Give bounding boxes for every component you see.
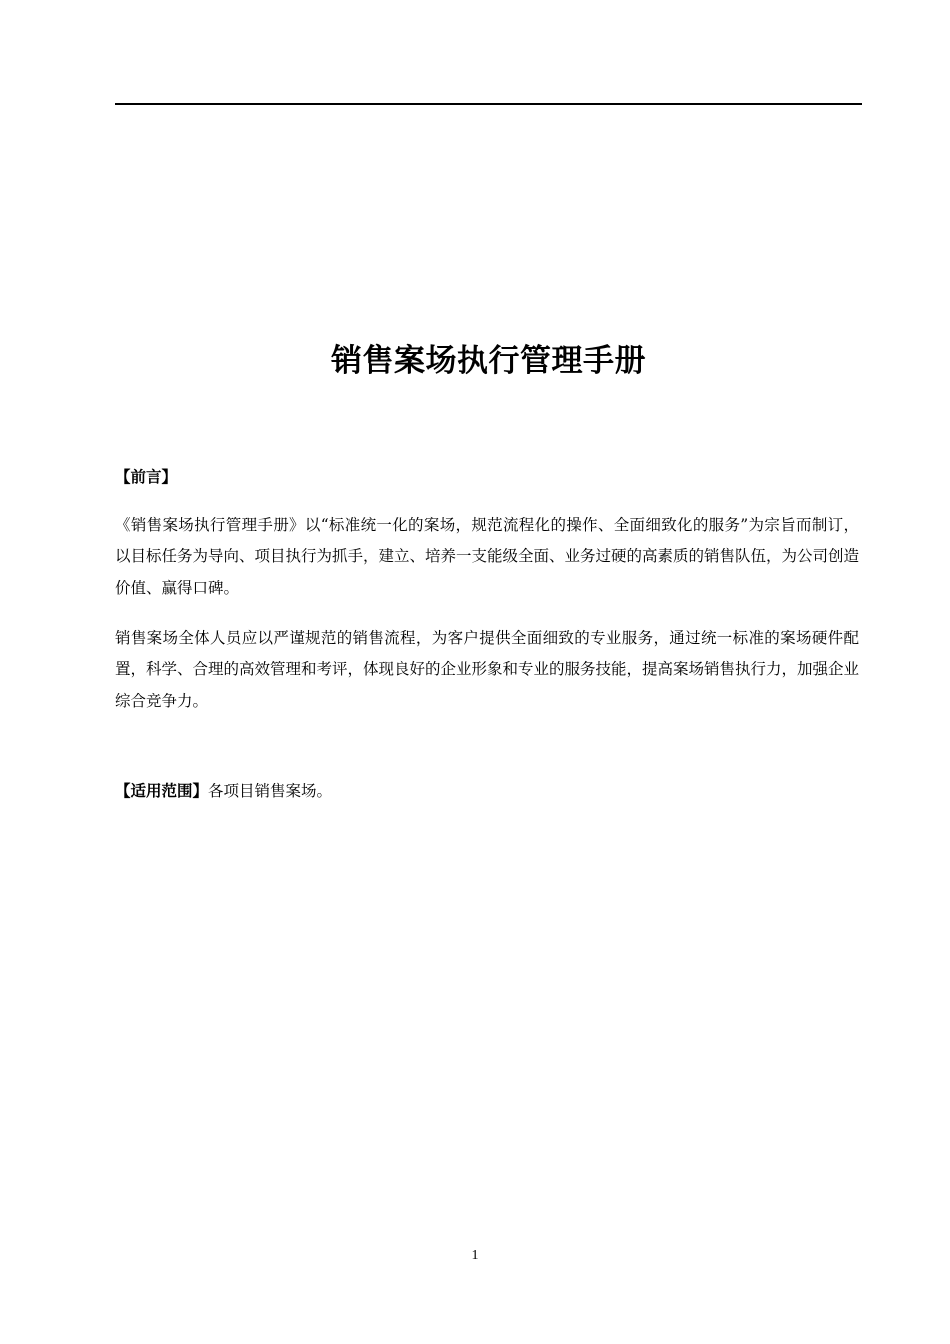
header-rule <box>115 103 862 105</box>
foreword-paragraph-1: 《销售案场执行管理手册》以“标准统一化的案场，规范流程化的操作、全面细致化的服务”为宗旨而制订，以目标任务为导向、项目执行为抓手，建立、培养一支能级全面、业务过硬的高素质的销售队伍，为公司创造价值、赢得口碑。 <box>115 516 860 597</box>
scope-text: 各项目销售案场。 <box>208 782 333 800</box>
foreword-heading-label: 【前言】 <box>115 468 178 486</box>
foreword-heading <box>115 465 177 489</box>
scope-section <box>115 779 332 803</box>
foreword-paragraph-2: 销售案场全体人员应以严谨规范的销售流程，为客户提供全面细致的专业服务，通过统一标准的案场硬件配置，科学、合理的高效管理和考评，体现良好的企业形象和专业的服务技能，提高案场销售执行力，加强企业综合竞争力。 <box>115 629 860 710</box>
document-title: 销售案场执行管理手册 <box>331 343 646 379</box>
scope-heading-label: 【适用范围】 <box>115 782 209 800</box>
page-number: 1 <box>471 1248 479 1263</box>
